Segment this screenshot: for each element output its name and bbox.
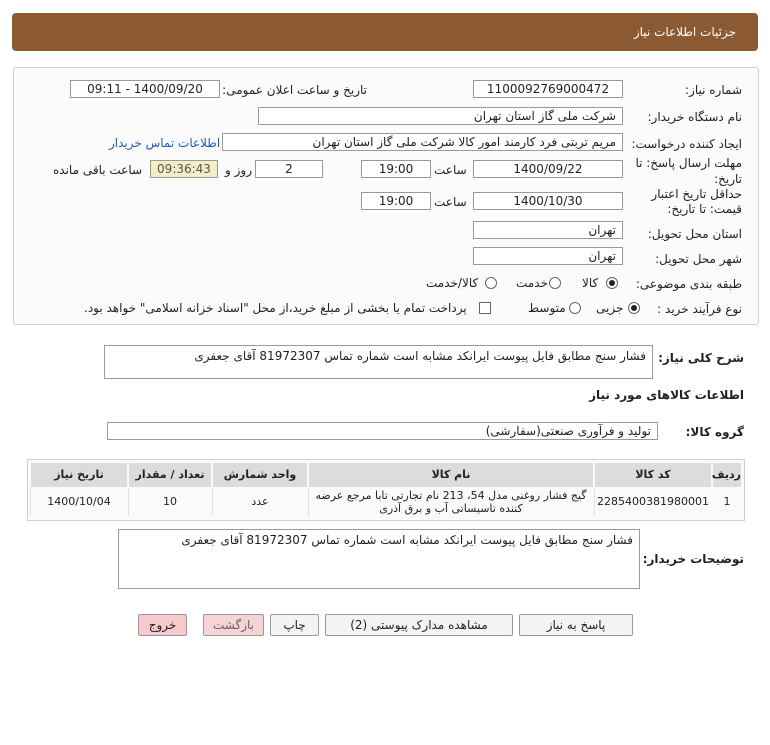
treasury-payment-note: پرداخت تمام یا بخشی از مبلغ خرید،از محل "اسناد خزانه اسلامی" خواهد بود. xyxy=(84,301,467,315)
category-radio-goods-service[interactable] xyxy=(485,277,497,289)
city-label: شهر محل تحویل: xyxy=(655,252,742,266)
goods-group-label: گروه کالا: xyxy=(685,425,744,439)
province-field: تهران xyxy=(473,221,623,239)
summary-label: شرح کلی نیاز: xyxy=(658,351,744,365)
process-option-minor: جزیی xyxy=(596,301,624,315)
deadline-time-field: 19:00 xyxy=(361,160,431,178)
deadline-label-line1: مهلت ارسال پاسخ: تا xyxy=(635,156,742,170)
table-header-qty: تعداد / مقدار xyxy=(129,463,211,487)
days-field: 2 xyxy=(255,160,323,178)
table-cell-unit: عدد xyxy=(212,488,307,516)
category-radio-goods[interactable] xyxy=(606,277,618,289)
treasury-payment-checkbox[interactable] xyxy=(479,302,491,314)
deadline-date-field: 1400/09/22 xyxy=(473,160,623,178)
announce-field: 1400/09/20 - 09:11 xyxy=(70,80,220,98)
process-label: نوع فرآیند خرید : xyxy=(657,302,742,316)
table-cell-code: 2285400381980001 xyxy=(594,488,711,516)
buyer-label: نام دستگاه خریدار: xyxy=(647,110,742,124)
buyer-notes-label: توضیحات خریدار: xyxy=(642,552,744,566)
table-header-date: تاریخ نیاز xyxy=(31,463,127,487)
creator-label: ایجاد کننده درخواست: xyxy=(631,137,742,151)
back-button[interactable]: بازگشت xyxy=(203,614,264,636)
category-label: طبقه بندی موضوعی: xyxy=(635,277,742,291)
creator-field: مریم تربتی فرد کارمند امور کالا شرکت ملی گاز استان تهران xyxy=(222,133,623,151)
category-option-goods: کالا xyxy=(582,276,599,290)
table-cell-name-line1: گیج فشار روغنی مدل 54، 213 نام تجارتی تابا مرجع عرضه xyxy=(315,489,587,502)
buyer-contact-link[interactable]: اطلاعات تماس خریدار xyxy=(109,136,221,150)
province-label: استان محل تحویل: xyxy=(647,227,742,241)
process-radio-minor[interactable] xyxy=(628,302,640,314)
announce-label: تاریخ و ساعت اعلان عمومی: xyxy=(222,83,367,97)
category-radio-service[interactable] xyxy=(549,277,561,289)
buyer-notes-field: فشار سنج مطابق فایل پیوست ایرانکد مشابه است شماره تماس 81972307 آقای جعفری xyxy=(118,529,640,589)
table-header-row-number: ردیف xyxy=(713,463,741,487)
table-header-unit: واحد شمارش xyxy=(213,463,307,487)
category-option-goods-service: کالا/خدمت xyxy=(426,276,479,290)
deadline-label-line2: تاریخ: xyxy=(714,172,742,186)
page-title: جزئیات اطلاعات نیاز xyxy=(633,25,736,39)
remaining-label: ساعت باقی مانده xyxy=(53,163,143,177)
table-cell-qty: 10 xyxy=(128,488,211,516)
table-header-code: کد کالا xyxy=(595,463,711,487)
process-option-medium: متوسط xyxy=(528,301,566,315)
days-label: روز و xyxy=(225,163,252,177)
table-cell-date: 1400/10/04 xyxy=(30,488,127,516)
validity-time-label: ساعت xyxy=(434,195,467,209)
goods-info-title: اطلاعات کالاهای مورد نیاز xyxy=(589,388,744,402)
validity-label-line2: قیمت: تا تاریخ: xyxy=(667,202,742,216)
goods-table xyxy=(27,459,745,521)
reply-button[interactable]: پاسخ به نیاز xyxy=(519,614,633,636)
table-header-name: نام کالا xyxy=(309,463,593,487)
validity-label-line1: حداقل تاریخ اعتبار xyxy=(651,187,742,201)
city-field: تهران xyxy=(473,247,623,265)
page-header xyxy=(12,13,758,51)
print-button[interactable]: چاپ xyxy=(270,614,319,636)
summary-field: فشار سنج مطابق فایل پیوست ایرانکد مشابه است شماره تماس 81972307 آقای جعفری xyxy=(104,345,653,379)
need-number-field: 1100092769000472 xyxy=(473,80,623,98)
table-cell-name xyxy=(308,488,593,517)
deadline-time-label: ساعت xyxy=(434,163,467,177)
attachments-button[interactable]: مشاهده مدارک پیوستی (2) xyxy=(325,614,513,636)
buyer-field: شرکت ملی گاز استان تهران xyxy=(258,107,623,125)
validity-date-field: 1400/10/30 xyxy=(473,192,623,210)
exit-button[interactable]: خروج xyxy=(138,614,187,636)
goods-group-field: تولید و فرآوری صنعتی(سفارشی) xyxy=(107,422,658,440)
need-number-label: شماره نیاز: xyxy=(685,83,742,97)
remaining-time-field: 09:36:43 xyxy=(150,160,218,178)
category-option-service: خدمت xyxy=(516,276,548,290)
table-cell-row-number: 1 xyxy=(723,495,731,508)
validity-time-field: 19:00 xyxy=(361,192,431,210)
process-radio-medium[interactable] xyxy=(569,302,581,314)
table-cell-name-line2: کننده تاسیساتی آب و برق آذری xyxy=(379,502,523,515)
